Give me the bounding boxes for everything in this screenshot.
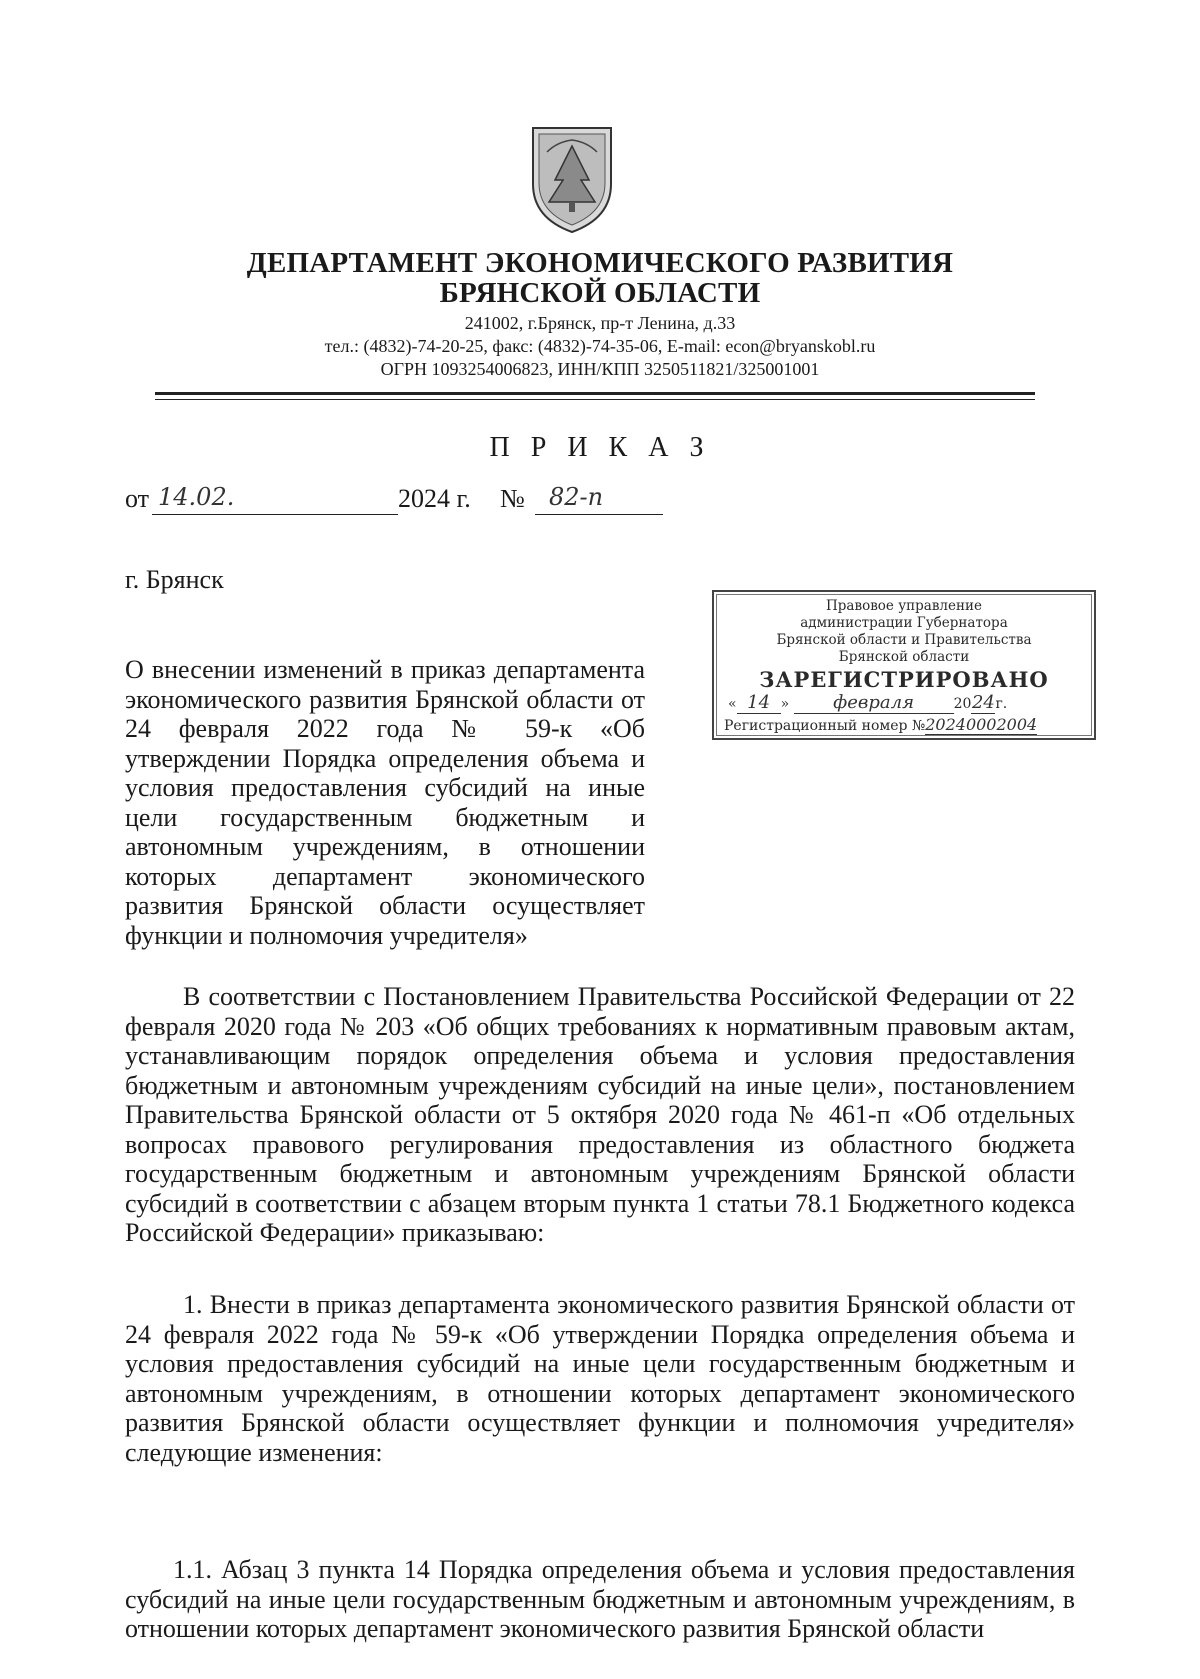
date-field xyxy=(152,484,398,515)
org-name-line2: БРЯНСКОЙ ОБЛАСТИ xyxy=(439,277,761,309)
registration-stamp xyxy=(712,590,1096,740)
stamp-month: февраля xyxy=(794,692,954,714)
stamp-date-row: « 14 » февраля 2024г. xyxy=(728,692,1008,713)
org-name-line1: ДЕПАРТАМЕНТ ЭКОНОМИЧЕСКОГО РАЗВИТИЯ xyxy=(246,247,954,279)
org-contacts: тел.: (4832)-74-20-25, факс: (4832)-74-35-06, E-mail: econ@bryanskobl.ru xyxy=(324,336,876,356)
order-subject: О внесении изменений в приказ департамента экономического развития Брянской области от 24 февраля 2022 года № 59-к «Об утверждении Порядка определения объема и условия предоставления субсидий на иные цели государственным бюджетным и автономным учреждениям, в отношении которых департамент экономического развития Брянской области осуществляет функции и полномочия учредителя» xyxy=(125,655,645,950)
number-field xyxy=(535,484,663,515)
stamp-line1: Правовое управление xyxy=(826,598,982,614)
stamp-day: 14 xyxy=(737,692,781,714)
stamp-year-suffix: 24 xyxy=(971,692,995,713)
city-label: г. Брянск xyxy=(125,565,224,594)
stamp-year-prefix: 20 xyxy=(953,696,972,712)
date-prefix: от xyxy=(125,484,150,513)
stamp-status: ЗАРЕГИСТРИРОВАНО xyxy=(759,667,1049,692)
document-type: П Р И К А З xyxy=(489,432,711,463)
year-label: 2024 г. xyxy=(398,484,471,513)
stamp-reg-row xyxy=(724,715,1088,734)
stamp-year-unit: г. xyxy=(995,696,1008,712)
org-address: 241002, г.Брянск, пр-т Ленина, д.33 xyxy=(464,313,736,333)
preamble-paragraph: В соответствии с Постановлением Правительства Российской Федерации от 22 февраля 2020 года № 203 «Об общих требованиях к нормативным правовым актам, устанавливающим порядок определения объема и условия предоставления бюджетным и автономным учреждениям субсидий на иные цели», постановлением Правительства Брянской области от 5 октября 2020 года № 461-п «Об отдельных вопросах правового регулирования предоставления из областного бюджета государственным бюджетным и автономным учреждениям Брянской области субсидий в соответствии с абзацем вторым пункта 1 статьи 78.1 Бюджетного кодекса Российской Федерации» приказываю: xyxy=(125,982,1075,1247)
number-sign: № xyxy=(500,484,525,513)
header-divider-thin xyxy=(155,399,1035,400)
stamp-line3: Брянской области и Правительства xyxy=(776,632,1032,648)
number-handwritten: 82-п xyxy=(549,483,604,511)
stamp-reg-label: Регистрационный номер № xyxy=(724,718,926,734)
date-handwritten: 14.02. xyxy=(158,483,235,511)
stamp-line4: Брянской области xyxy=(838,649,970,665)
item-1-1-paragraph: 1.1. Абзац 3 пункта 14 Порядка определения объема и условия предоставления субсидий на иные цели государственным бюджетным и автономным учреждениям, в отношении которых департамент экономического развития Брянской области xyxy=(125,1555,1075,1643)
coat-of-arms-icon xyxy=(527,122,617,236)
item-1-paragraph: 1. Внести в приказ департамента экономического развития Брянской области от 24 февраля 2022 года № 59-к «Об утверждении Порядка определения объема и условия предоставления субсидий на иные цели государственным бюджетным и автономным учреждениям, в отношении которых департамент экономического развития Брянской области осуществляет функции и полномочия учредителя» следующие изменения: xyxy=(125,1290,1075,1467)
stamp-line2: администрации Губернатора xyxy=(800,615,1008,631)
stamp-reg-number: 20240002004 xyxy=(925,715,1038,734)
header-divider-thick xyxy=(155,392,1035,395)
org-ids: ОГРН 1093254006823, ИНН/КПП 3250511821/325001001 xyxy=(380,359,820,379)
